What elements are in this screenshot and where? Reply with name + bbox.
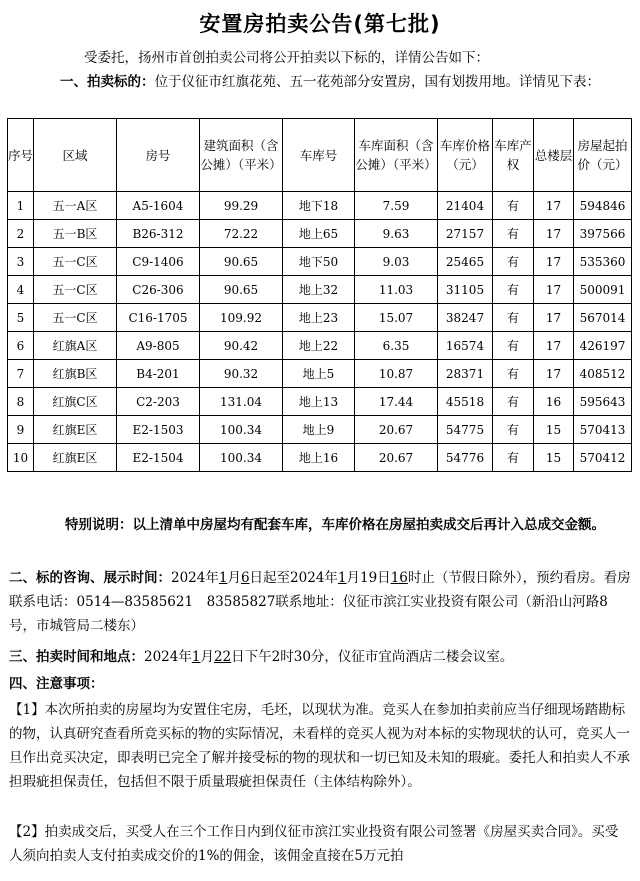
table-cell: 地上9: [283, 416, 355, 444]
table-cell: 17: [534, 360, 574, 388]
section-4-heading: 四、注意事项：: [9, 676, 104, 692]
table-cell: 21404: [438, 192, 493, 220]
section-2-heading: 二、标的咨询、展示时间：: [9, 570, 171, 586]
table-cell: 地上16: [283, 444, 355, 472]
table-cell: 570413: [574, 416, 632, 444]
table-cell: A5-1604: [117, 192, 200, 220]
table-cell: 17: [534, 276, 574, 304]
table-cell: 地下50: [283, 248, 355, 276]
table-row: [8, 416, 632, 444]
table-cell: 有: [493, 192, 534, 220]
table-cell: 54775: [438, 416, 493, 444]
table-cell: 99.29: [200, 192, 283, 220]
table-cell: 90.65: [200, 276, 283, 304]
col-header: 序号: [8, 119, 34, 192]
table-cell: C2-203: [117, 388, 200, 416]
property-table: [7, 118, 632, 472]
section-1-text: 位于仪征市红旗花苑、五一花苑部分安置房，国有划拨用地。详情见下表：: [154, 74, 600, 90]
table-cell: 16574: [438, 332, 493, 360]
table-cell: 地上22: [283, 332, 355, 360]
table-row: [8, 248, 632, 276]
col-header: 总楼层: [534, 119, 574, 192]
notice-item-1: 【1】本次所拍卖的房屋均为安置住宅房，毛坯，以现状为准。竞买人在参加拍卖前应当仔细现场踏勘标的物，认真研究查看所竞买标的物的实际情况，未看样的竞买人视为对本标的实物现状的认可，竞买人一旦作出竞买决定，即表明已完全了解并接受标的物的现状和一切已知及未知的瑕疵。委托人和拍卖人不承担瑕疵担保责任，包括但不限于质量瑕疵担保责任（主体结构除外）。: [9, 702, 630, 790]
table-cell: 地上13: [283, 388, 355, 416]
page-title: 安置房拍卖公告(第七批): [199, 12, 441, 36]
table-cell: 567014: [574, 304, 632, 332]
table-cell: 9.03: [355, 248, 438, 276]
table-cell: 2: [8, 220, 34, 248]
table-cell: 500091: [574, 276, 632, 304]
table-cell: 有: [493, 332, 534, 360]
table-cell: 6.35: [355, 332, 438, 360]
table-cell: 90.32: [200, 360, 283, 388]
table-cell: 有: [493, 248, 534, 276]
table-cell: 红旗B区: [34, 360, 117, 388]
table-cell: 五一C区: [34, 304, 117, 332]
table-row: [8, 388, 632, 416]
table-cell: 有: [493, 388, 534, 416]
table-cell: 15: [534, 416, 574, 444]
notice-item-2: 【2】拍卖成交后，买受人在三个工作日内到仪征市滨江实业投资有限公司签署《房屋买卖合同》。买受人须向拍卖人支付拍卖成交价的1%的佣金，该佣金直接在5万元拍: [9, 824, 619, 864]
table-cell: C16-1705: [117, 304, 200, 332]
table-cell: E2-1504: [117, 444, 200, 472]
table-cell: 有: [493, 276, 534, 304]
col-header: 区域: [34, 119, 117, 192]
table-cell: 五一C区: [34, 276, 117, 304]
table-cell: 10: [8, 444, 34, 472]
table-cell: 595643: [574, 388, 632, 416]
table-cell: 426197: [574, 332, 632, 360]
table-cell: 17: [534, 220, 574, 248]
table-cell: 16: [534, 388, 574, 416]
table-cell: 17.44: [355, 388, 438, 416]
col-header: 车库号: [283, 119, 355, 192]
table-cell: 红旗E区: [34, 416, 117, 444]
table-cell: 20.67: [355, 444, 438, 472]
table-cell: 570412: [574, 444, 632, 472]
table-cell: 38247: [438, 304, 493, 332]
table-cell: 有: [493, 416, 534, 444]
table-cell: 五一B区: [34, 220, 117, 248]
table-cell: A9-805: [117, 332, 200, 360]
table-cell: 8: [8, 388, 34, 416]
table-cell: 72.22: [200, 220, 283, 248]
table-cell: 535360: [574, 248, 632, 276]
table-row: [8, 304, 632, 332]
table-cell: 100.34: [200, 444, 283, 472]
table-row: [8, 276, 632, 304]
table-cell: 17: [534, 332, 574, 360]
table-cell: 9.63: [355, 220, 438, 248]
table-cell: 17: [534, 304, 574, 332]
table-cell: 有: [493, 304, 534, 332]
table-cell: 有: [493, 444, 534, 472]
table-cell: C26-306: [117, 276, 200, 304]
special-note: 特别说明：以上清单中房屋均有配套车库，车库价格在房屋拍卖成交后再计入总成交金额。: [65, 517, 605, 533]
col-header: 房屋起拍价（元）: [574, 119, 632, 192]
col-header: 车库产权: [493, 119, 534, 192]
table-row: [8, 444, 632, 472]
col-header: 房号: [117, 119, 200, 192]
table-cell: B4-201: [117, 360, 200, 388]
section-1: [60, 71, 620, 93]
table-cell: 131.04: [200, 388, 283, 416]
table-cell: 100.34: [200, 416, 283, 444]
table-row: [8, 220, 632, 248]
table-row: [8, 192, 632, 220]
table-cell: 3: [8, 248, 34, 276]
table-body: [8, 192, 632, 472]
table-cell: 54776: [438, 444, 493, 472]
table-row: [8, 360, 632, 388]
table-cell: 10.87: [355, 360, 438, 388]
table-cell: 地上65: [283, 220, 355, 248]
table-cell: 五一A区: [34, 192, 117, 220]
section-1-heading: 一、拍卖标的：: [60, 74, 155, 90]
col-header: 车库价格（元）: [438, 119, 493, 192]
section-3: 三、拍卖时间和地点：2024年1月22日下午2时30分，仪征市宜尚酒店二楼会议室。: [9, 649, 514, 665]
table-cell: 红旗E区: [34, 444, 117, 472]
table-cell: 20.67: [355, 416, 438, 444]
col-header: 车库面积（含公摊）（平米）: [355, 119, 438, 192]
table-cell: 地上5: [283, 360, 355, 388]
table-cell: 27157: [438, 220, 493, 248]
table-cell: 45518: [438, 388, 493, 416]
table-cell: 594846: [574, 192, 632, 220]
table-cell: 408512: [574, 360, 632, 388]
table-cell: 31105: [438, 276, 493, 304]
table-cell: 红旗C区: [34, 388, 117, 416]
col-header: 建筑面积（含公摊）（平米）: [200, 119, 283, 192]
table-cell: 15: [534, 444, 574, 472]
section-2: 二、标的咨询、展示时间：2024年1月6日起至2024年1月19日16时止（节假日除外），预约看房。看房联系电话：0514—83585621 83585827联系地址：仪征市滨江实业投资有限公司（新沿山河路8号，市城管局二楼东）: [9, 570, 631, 634]
table-cell: 11.03: [355, 276, 438, 304]
table-cell: 红旗A区: [34, 332, 117, 360]
table-cell: 90.65: [200, 248, 283, 276]
table-cell: 地上23: [283, 304, 355, 332]
intro-text: 受委托，扬州市首创拍卖公司将公开拍卖以下标的，详情公告如下：: [84, 50, 489, 66]
table-cell: 397566: [574, 220, 632, 248]
table-cell: 109.92: [200, 304, 283, 332]
table-cell: 五一C区: [34, 248, 117, 276]
table-cell: 7.59: [355, 192, 438, 220]
table-cell: 90.42: [200, 332, 283, 360]
table-cell: 1: [8, 192, 34, 220]
table-cell: 17: [534, 248, 574, 276]
table-cell: 有: [493, 220, 534, 248]
table-cell: 4: [8, 276, 34, 304]
table-cell: 5: [8, 304, 34, 332]
table-cell: 有: [493, 360, 534, 388]
table-row: [8, 332, 632, 360]
table-cell: E2-1503: [117, 416, 200, 444]
table-cell: 15.07: [355, 304, 438, 332]
table-cell: 9: [8, 416, 34, 444]
section-3-heading: 三、拍卖时间和地点：: [9, 649, 144, 665]
table-cell: 地下18: [283, 192, 355, 220]
table-cell: 地上32: [283, 276, 355, 304]
table-header-row: [8, 119, 632, 192]
table-cell: B26-312: [117, 220, 200, 248]
table-cell: C9-1406: [117, 248, 200, 276]
table-cell: 25465: [438, 248, 493, 276]
table-cell: 7: [8, 360, 34, 388]
table-cell: 17: [534, 192, 574, 220]
table-cell: 6: [8, 332, 34, 360]
table-cell: 28371: [438, 360, 493, 388]
